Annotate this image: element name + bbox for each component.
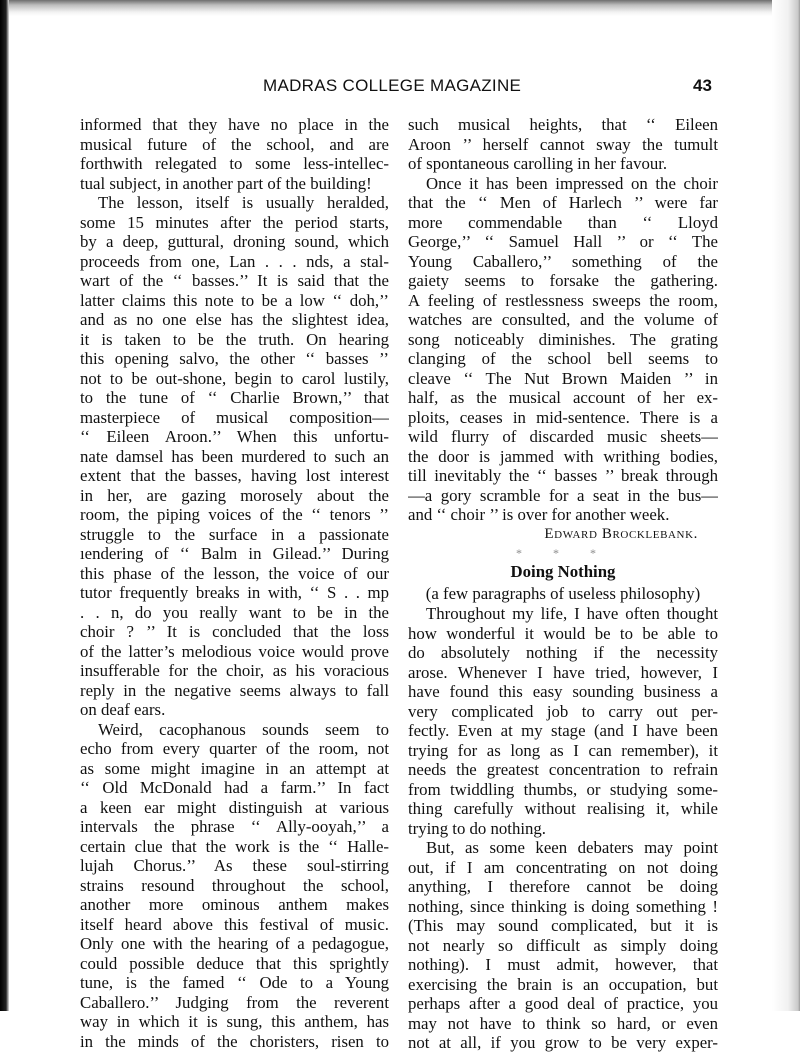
text-line: Caballero.’’ Judging from the reverent — [80, 992, 389, 1012]
text-line: ploits, ceases in mid-sentence. There is a — [408, 407, 718, 427]
text-line: not nearly so difficult as simply doing — [408, 935, 718, 955]
text-line: a keen ear might distinguish at various — [80, 797, 389, 817]
text-line: tutor frequently breaks in with, ‘‘ S . . mp — [80, 583, 389, 602]
text-line: arose. Whenever I have tried, however, I — [408, 662, 718, 682]
text-line: The lesson, itself is usually heralded, — [98, 193, 389, 212]
text-line: struggle to the surface in a passionate — [80, 524, 389, 544]
text-line: fectly. Even at my stage (and I have been — [408, 721, 718, 740]
text-line: could possible deduce that this sprightly — [80, 953, 389, 973]
text-line: proceeds from one, Lan . . . nds, a stal- — [80, 251, 389, 271]
running-title: MADRAS COLLEGE MAGAZINE — [263, 76, 522, 95]
text-line: and ‘‘ choir ’’ is over for another week. — [408, 505, 670, 524]
text-line: may not have to think so hard, or even — [408, 1013, 718, 1033]
text-line: masterpiece of musical composition— — [80, 407, 389, 427]
text-line: of the latter’s melodious voice would prove — [80, 641, 389, 661]
text-line: not to be out-shone, begin to carol lustily, — [80, 368, 389, 388]
text-line: way in which it is sung, this anthem, has — [80, 1012, 389, 1031]
text-line: Young Caballero,’’ something of the — [408, 251, 718, 271]
text-line: and as no one else has the slightest idea, — [80, 310, 389, 329]
article-title: Doing Nothing — [510, 562, 616, 581]
text-line: Only one with the hearing of a pedagogue, — [80, 934, 389, 953]
text-line: from twiddling thumbs, or studying some- — [408, 779, 718, 799]
text-line: on deaf ears. — [80, 700, 166, 719]
article-body — [408, 604, 718, 1053]
text-line: Weird, cacophanous sounds seem to — [98, 719, 389, 739]
text-line: ‘‘ Eileen Aroon.’’ When this unfortu- — [80, 427, 389, 446]
text-line: forthwith relegated to some less-intellec- — [80, 154, 389, 173]
text-line: very complicated job to carry out per- — [408, 701, 718, 721]
text-line: . . n, do you really want to be in the — [80, 602, 389, 622]
text-line: more commendable than ‘‘ Lloyd — [408, 212, 718, 232]
text-line: extent that the basses, having lost interest — [80, 466, 389, 485]
text-line: reply in the negative seems always to fall — [80, 680, 389, 700]
text-line: Once it has been impressed on the choir — [426, 173, 718, 193]
text-line: (This may sound complicated, but it is — [408, 916, 718, 935]
text-line: this opening salvo, the other ‘‘ basses ’’ — [80, 349, 389, 368]
text-line: latter claims this note to be a low ‘‘ doh,’’ — [80, 290, 389, 310]
text-line: perhaps after a good deal of practice, you — [408, 994, 718, 1013]
text-line: nate damsel has been murdered to such an — [80, 446, 389, 466]
page-top-shadow — [0, 0, 800, 16]
text-line: in her, are gazing morosely about the — [80, 485, 389, 505]
page-right-shadow — [772, 0, 800, 1011]
text-line: choir ? ’’ It is concluded that the loss — [80, 622, 389, 641]
text-line: musical future of the school, and are — [80, 134, 389, 154]
text-line: this phase of the lesson, the voice of our — [80, 563, 389, 583]
text-line: that the ‘‘ Men of Harlech ’’ were far — [408, 193, 718, 212]
text-line: exercising the brain is an occupation, but — [408, 974, 718, 994]
text-line: wart of the ‘‘ basses.’’ It is said that the — [80, 271, 389, 290]
text-line: strains resound throughout the school, — [80, 875, 389, 895]
text-line: as some might imagine in an attempt at — [80, 758, 389, 778]
text-line: gaiety seems to forsake the gathering. — [408, 271, 718, 290]
text-line: watches are consulted, and the volume of — [408, 310, 718, 329]
previous-article-ending — [408, 115, 718, 525]
text-line: nothing, since thinking is doing something ! — [408, 896, 718, 916]
page-number: 43 — [693, 76, 712, 95]
text-line: insufferable for the choir, as his voracious — [80, 661, 389, 680]
text-line: do absolutely nothing if the necessity — [408, 643, 718, 662]
text-line: itself heard above this festival of music. — [80, 914, 389, 934]
text-line: tual subject, in another part of the building! — [80, 173, 372, 193]
binding-edge — [0, 0, 9, 1011]
text-line: another more ominous anthem makes — [80, 895, 389, 914]
left-column — [80, 115, 389, 1051]
text-line: some 15 minutes after the period starts, — [80, 212, 389, 232]
text-line: it is taken to be the truth. On hearing — [80, 329, 389, 349]
text-line: ıendering of ‘‘ Balm in Gilead.’’ During — [80, 544, 389, 563]
text-line: of spontaneous carolling in her favour. — [408, 154, 668, 173]
right-column — [408, 115, 718, 1053]
text-line: till inevitably the ‘‘ basses ’’ break through — [408, 466, 718, 485]
text-line: A feeling of restlessness sweeps the room, — [408, 290, 718, 310]
text-line: in the minds of the choristers, risen to — [80, 1031, 389, 1051]
text-line: anything, I therefore cannot be doing — [408, 877, 718, 896]
text-line: ‘‘ Old McDonald had a farm.’’ In fact — [80, 778, 389, 797]
text-line: have found this easy sounding business a — [408, 682, 718, 701]
text-line: echo from every quarter of the room, not — [80, 739, 389, 758]
text-line: out, if I am concentrating on not doing — [408, 857, 718, 877]
text-line: —a gory scramble for a seat in the bus— — [408, 485, 718, 505]
text-line: to the tune of ‘‘ Charlie Brown,’’ that — [80, 388, 389, 407]
text-line: half, as the musical account of her ex- — [408, 388, 718, 407]
text-line: cleave ‘‘ The Nut Brown Maiden ’’ in — [408, 368, 718, 388]
text-line: trying for as long as I can remember), it — [408, 740, 718, 760]
author-byline: Edward Brocklebank. — [544, 525, 698, 542]
text-line: song noticeably diminishes. The grating — [408, 329, 718, 349]
text-line: not at all, if you grow to be very exper- — [408, 1033, 718, 1052]
text-line: tune, is the famed ‘‘ Ode to a Young — [80, 973, 389, 992]
text-line: needs the greatest concentration to refrain — [408, 760, 718, 779]
text-line: wild flurry of discarded music sheets— — [408, 427, 718, 446]
text-line: how wonderful it would be to be able to — [408, 623, 718, 643]
text-line: lujah Chorus.’’ As these soul-stirring — [80, 856, 389, 875]
text-line: by a deep, guttural, droning sound, which — [80, 232, 389, 251]
text-line: nothing). I must admit, however, that — [408, 955, 718, 974]
text-line: intervals the phrase ‘‘ Ally-ooyah,’’ a — [80, 817, 389, 836]
section-separator: * * * — [516, 546, 610, 560]
text-line: certain clue that the work is the ‘‘ Halle- — [80, 836, 389, 856]
text-line: informed that they have no place in the — [80, 115, 389, 134]
text-line: such musical heights, that ‘‘ Eileen — [408, 115, 718, 134]
text-line: room, the piping voices of the ‘‘ tenors ’’ — [80, 505, 389, 524]
text-line: Throughout my life, I have often thought — [426, 604, 718, 623]
text-line: clanging of the school bell seems to — [408, 349, 718, 368]
article-subtitle: (a few paragraphs of useless philosophy) — [425, 584, 701, 603]
text-line: thing carefully without realising it, while — [408, 799, 718, 818]
text-line: Aroon ’’ herself cannot sway the tumult — [408, 134, 718, 154]
text-line: But, as some keen debaters may point — [426, 838, 718, 857]
text-line: the door is jammed with writhing bodies, — [408, 446, 718, 466]
text-line: trying to do nothing. — [408, 818, 546, 838]
text-line: George,’’ ‘‘ Samuel Hall ’’ or ‘‘ The — [408, 232, 718, 251]
